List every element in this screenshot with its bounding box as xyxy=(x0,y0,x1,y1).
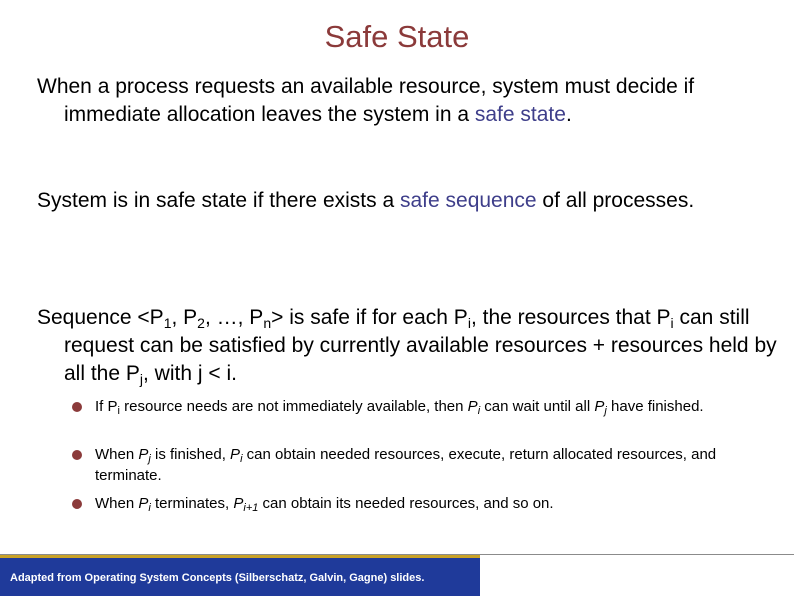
b1-t1: If P xyxy=(95,398,118,415)
b3-italic-sub-i-plus-1: i+1 xyxy=(243,502,259,514)
bullet-dot-icon xyxy=(72,450,82,460)
footer-bar xyxy=(0,554,794,596)
bullet-dot-icon xyxy=(72,402,82,412)
paragraph-safe-sequence xyxy=(37,187,784,215)
bullet-item-wait xyxy=(72,396,785,417)
b1-italic-sub-j: j xyxy=(604,405,607,417)
b3-italic-sub-i: i xyxy=(148,502,151,514)
p3-t5: , the resources that P xyxy=(470,306,671,329)
p3-t4: > is safe if for each P xyxy=(271,306,468,329)
p3-sub-i-2: i xyxy=(670,315,674,331)
b2-t3: can obtain needed resources, execute, return allocated resources, and terminate. xyxy=(95,446,717,484)
paragraph-sequence-definition xyxy=(37,304,784,388)
p1-highlight-safe-state: safe state xyxy=(474,103,566,126)
p3-t1: Sequence <P xyxy=(37,306,164,329)
b1-t4: have finished. xyxy=(606,398,704,415)
bullet-dot-icon xyxy=(72,499,82,509)
b3-t1: When xyxy=(95,495,139,512)
p3-sub-j: j xyxy=(139,371,144,387)
p2-text-a: System is in safe state if there exists a xyxy=(37,189,400,212)
p3-sub-i: i xyxy=(467,315,471,331)
b1-sub-i: i xyxy=(117,405,120,417)
b2-t2: is finished, xyxy=(150,446,231,463)
p2-highlight-safe-sequence: safe sequence xyxy=(399,189,537,212)
b1-t3: can wait until all xyxy=(480,398,595,415)
b3-italic-p-2: P xyxy=(233,495,244,512)
p3-t3: , …, P xyxy=(204,306,264,329)
footer-credit-box xyxy=(0,555,480,596)
bullet-item-finished xyxy=(72,444,785,486)
bullet-item-terminates xyxy=(72,493,785,514)
slide-title: Safe State xyxy=(324,19,470,54)
p3-t7: , with j < i. xyxy=(143,362,237,385)
p3-t2: , P xyxy=(171,306,198,329)
b2-t1: When xyxy=(95,446,139,463)
b2-italic-sub-i: i xyxy=(240,453,243,465)
footer-credit-text: Adapted from Operating System Concepts (Silberschatz, Galvin, Gagne) slides. xyxy=(10,572,425,584)
p3-sub-2: 2 xyxy=(197,315,205,331)
b2-italic-sub-j: j xyxy=(148,453,151,465)
b1-italic-p-2: P xyxy=(594,398,605,415)
p2-text-b: of all processes. xyxy=(536,189,695,212)
b2-italic-p-2: P xyxy=(230,446,241,463)
p1-text-a: When a process requests an available resource, system must decide if immediate allocation leaves the system in a xyxy=(37,75,695,126)
b3-t3: can obtain its needed resources, and so on. xyxy=(258,495,554,512)
paragraph-request-allocation xyxy=(37,73,784,129)
p3-sub-1: 1 xyxy=(163,315,172,331)
p1-text-b: . xyxy=(565,103,572,126)
b3-italic-p: P xyxy=(138,495,149,512)
p3-sub-n: n xyxy=(263,315,272,331)
b3-t2: terminates, xyxy=(150,495,234,512)
b1-t2: resource needs are not immediately available, then xyxy=(119,398,468,415)
b2-italic-p: P xyxy=(138,446,149,463)
b1-italic-sub-i: i xyxy=(477,405,481,417)
b1-italic-p: P xyxy=(467,398,478,415)
p3-t6: can still request can be satisfied by currently available resources + resources held by all the P xyxy=(64,306,777,385)
